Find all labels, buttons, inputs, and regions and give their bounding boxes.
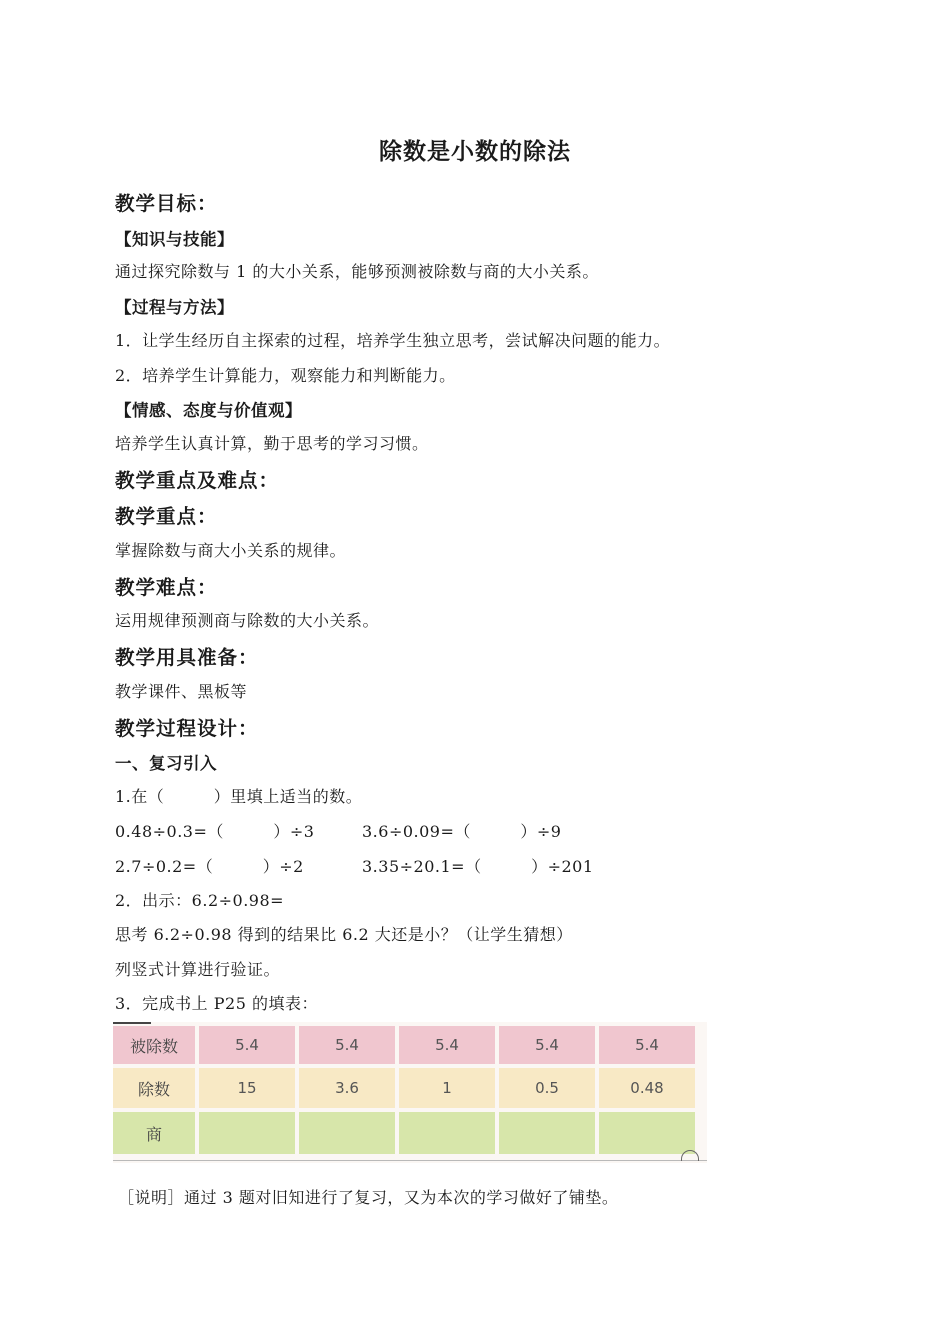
question-2-think: 思考 6.2÷0.98 得到的结果比 6.2 大还是小？（让学生猜想） xyxy=(115,925,573,944)
page-title: 除数是小数的除法 xyxy=(379,139,571,165)
quotient-cell-empty xyxy=(299,1112,395,1154)
quotient-cell-empty xyxy=(199,1112,295,1154)
table-scan-baseline xyxy=(113,1160,707,1161)
design-heading: 教学过程设计： xyxy=(115,717,259,740)
dividend-cell: 5.4 xyxy=(199,1026,295,1064)
q1-row1-left: 0.48÷0.3=（ ）÷3 xyxy=(115,822,315,841)
q1-row2-left: 2.7÷0.2=（ ）÷2 xyxy=(115,857,304,876)
dividend-cell: 5.4 xyxy=(299,1026,395,1064)
process-heading: 【过程与方法】 xyxy=(115,298,234,317)
dividend-cell: 5.4 xyxy=(399,1026,495,1064)
section1-heading: 一、复习引入 xyxy=(115,754,217,773)
key-text: 掌握除数与商大小关系的规律。 xyxy=(115,541,347,560)
emotion-heading: 【情感、态度与价值观】 xyxy=(115,401,302,420)
key-heading: 教学重点： xyxy=(115,505,218,528)
textbook-fill-table xyxy=(113,1022,707,1163)
goals-heading: 教学目标： xyxy=(115,192,218,215)
q1-row2-right: 3.35÷20.1=（ ）÷201 xyxy=(362,857,594,876)
knowledge-heading: 【知识与技能】 xyxy=(115,230,234,249)
divisor-cell: 0.48 xyxy=(599,1068,695,1108)
divisor-cell: 1 xyxy=(399,1068,495,1108)
difficult-heading: 教学难点： xyxy=(115,576,218,599)
row-label-dividend: 被除数 xyxy=(113,1026,195,1064)
tools-heading: 教学用具准备： xyxy=(115,646,259,669)
process-item-1: 1．让学生经历自主探索的过程，培养学生独立思考，尝试解决问题的能力。 xyxy=(115,331,671,350)
difficult-text: 运用规律预测商与除数的大小关系。 xyxy=(115,611,380,630)
q1-row1-right: 3.6÷0.09=（ ）÷9 xyxy=(362,822,562,841)
key-difficult-heading: 教学重点及难点： xyxy=(115,469,280,492)
dividend-cell: 5.4 xyxy=(599,1026,695,1064)
question-2: 2．出示：6.2÷0.98= xyxy=(115,891,285,910)
question-3: 3．完成书上 P25 的填表： xyxy=(115,994,318,1013)
emotion-text: 培养学生认真计算，勤于思考的学习习惯。 xyxy=(115,434,429,453)
tools-text: 教学课件、黑板等 xyxy=(115,682,248,701)
row-label-quotient: 商 xyxy=(113,1112,195,1154)
quotient-cell-empty xyxy=(499,1112,595,1154)
divisor-cell: 0.5 xyxy=(499,1068,595,1108)
divisor-cell: 15 xyxy=(199,1068,295,1108)
page-curl-mark xyxy=(681,1150,699,1161)
row-label-divisor: 除数 xyxy=(113,1068,195,1108)
question-2-verify: 列竖式计算进行验证。 xyxy=(115,960,281,979)
table-scan-edge xyxy=(113,1022,151,1024)
knowledge-text: 通过探究除数与 1 的大小关系，能够预测被除数与商的大小关系。 xyxy=(115,262,599,281)
divisor-cell: 3.6 xyxy=(299,1068,395,1108)
note-text: ［说明］通过 3 题对旧知进行了复习，又为本次的学习做好了铺垫。 xyxy=(118,1188,619,1207)
quotient-cell-empty xyxy=(599,1112,695,1154)
process-item-2: 2．培养学生计算能力，观察能力和判断能力。 xyxy=(115,366,456,385)
dividend-cell: 5.4 xyxy=(499,1026,595,1064)
quotient-cell-empty xyxy=(399,1112,495,1154)
question-1: 1.在（ ）里填上适当的数。 xyxy=(115,787,363,806)
